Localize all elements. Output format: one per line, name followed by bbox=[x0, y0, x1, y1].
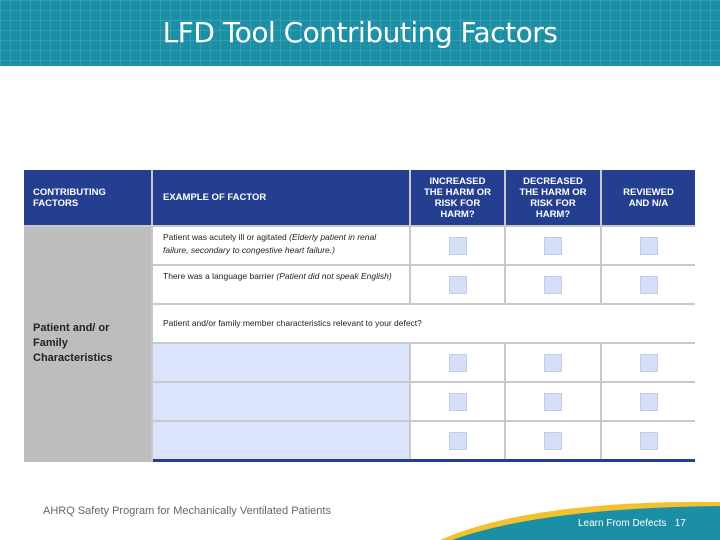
factor-prompt: Patient and/or family member characteristics relevant to your defect? bbox=[153, 305, 695, 342]
checkbox-increased-row-4[interactable] bbox=[449, 393, 467, 411]
checkbox-increased-row-1[interactable] bbox=[449, 237, 467, 255]
checkbox-cell bbox=[411, 266, 504, 303]
checkbox-cell bbox=[506, 383, 600, 420]
checkbox-increased-row-3[interactable] bbox=[449, 354, 467, 372]
checkbox-increased-row-2[interactable] bbox=[449, 276, 467, 294]
checkbox-cell bbox=[411, 422, 504, 459]
footer-page: Learn From Defects 17 bbox=[578, 518, 686, 529]
entry-field-1[interactable] bbox=[153, 344, 409, 381]
factor-row-1: Patient was acutely ill or agitated (Elderly patient in renal failure, secondary to congestive heart failure.) bbox=[153, 227, 409, 264]
checkbox-cell bbox=[602, 422, 695, 459]
checkbox-cell bbox=[411, 383, 504, 420]
checkbox-reviewed-row-3[interactable] bbox=[640, 354, 658, 372]
header-decreased: DECREASED THE HARM OR RISK FOR HARM? bbox=[506, 170, 600, 225]
checkbox-reviewed-row-2[interactable] bbox=[640, 276, 658, 294]
checkbox-cell bbox=[602, 227, 695, 264]
checkbox-reviewed-row-4[interactable] bbox=[640, 393, 658, 411]
checkbox-cell bbox=[506, 344, 600, 381]
checkbox-cell bbox=[602, 383, 695, 420]
checkbox-reviewed-row-5[interactable] bbox=[640, 432, 658, 450]
checkbox-cell bbox=[602, 344, 695, 381]
checkbox-increased-row-5[interactable] bbox=[449, 432, 467, 450]
checkbox-cell bbox=[411, 344, 504, 381]
header-contributing-factors: CONTRIBUTING FACTORS bbox=[24, 170, 151, 225]
checkbox-decreased-row-1[interactable] bbox=[544, 237, 562, 255]
checkbox-decreased-row-5[interactable] bbox=[544, 432, 562, 450]
checkbox-decreased-row-4[interactable] bbox=[544, 393, 562, 411]
checkbox-cell bbox=[506, 227, 600, 264]
entry-field-2[interactable] bbox=[153, 383, 409, 420]
checkbox-cell bbox=[506, 422, 600, 459]
contributing-factors-table bbox=[24, 170, 695, 466]
footer-program: AHRQ Safety Program for Mechanically Ventilated Patients bbox=[43, 505, 331, 517]
header-increased: INCREASED THE HARM OR RISK FOR HARM? bbox=[411, 170, 504, 225]
slide-title: LFD Tool Contributing Factors bbox=[162, 16, 558, 49]
category-label: Patient and/ or Family Characteristics bbox=[24, 227, 151, 466]
header-example: EXAMPLE OF FACTOR bbox=[153, 170, 409, 225]
checkbox-cell bbox=[506, 266, 600, 303]
entry-field-3[interactable] bbox=[153, 422, 409, 459]
checkbox-decreased-row-2[interactable] bbox=[544, 276, 562, 294]
checkbox-cell bbox=[411, 227, 504, 264]
checkbox-reviewed-row-1[interactable] bbox=[640, 237, 658, 255]
factor-row-2: There was a language barrier (Patient did not speak English) bbox=[153, 266, 409, 303]
table-bottom-gap bbox=[24, 462, 695, 466]
checkbox-cell bbox=[602, 266, 695, 303]
header-reviewed: REVIEWED AND N/A bbox=[602, 170, 695, 225]
checkbox-decreased-row-3[interactable] bbox=[544, 354, 562, 372]
